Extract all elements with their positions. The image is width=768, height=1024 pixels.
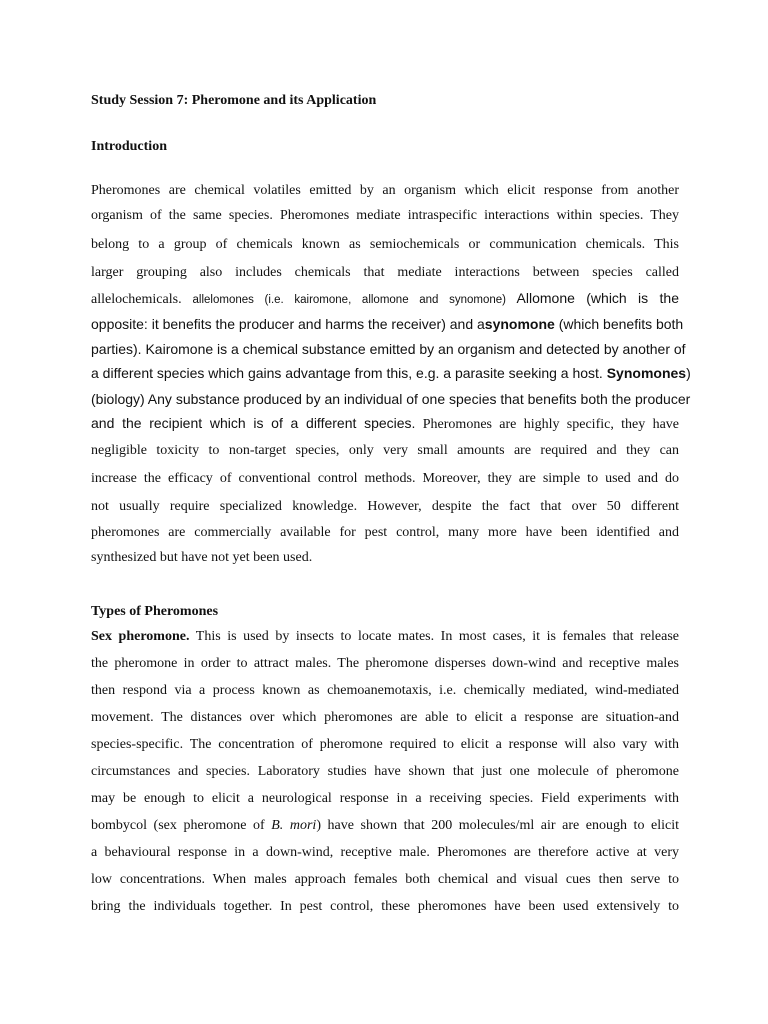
sex-line-11: bring the individuals together. In pest control, these pheromones have been used extensively to	[91, 899, 679, 914]
sex-line-7: may be enough to elicit a neurological response in a receiving species. Field experiments with	[91, 791, 679, 806]
intro-line-5	[91, 289, 679, 309]
intro-line-15: synthesized but have not yet been used.	[91, 550, 313, 565]
intro-line-8-a: a different species which gains advantage from this, e.g. a parasite seeking a host.	[91, 365, 607, 381]
intro-line-10-a: and the recipient which is of a different species.	[91, 415, 416, 431]
page-title: Study Session 7: Pheromone and its Application	[91, 93, 377, 108]
intro-line-6-c: (which benefits both	[554, 316, 684, 332]
sex-line-2: the pheromone in order to attract males. The pheromone disperses down-wind and receptive males	[91, 656, 679, 671]
intro-line-5-b: allelomones (i.e. kairomone, allomone and synomone)	[192, 294, 506, 306]
intro-line-10-b: Pheromones are highly specific, they have	[415, 417, 679, 432]
intro-line-1: Pheromones are chemical volatiles emitted by an organism which elicit response from another	[91, 183, 679, 198]
intro-line-11: negligible toxicity to non-target species, only very small amounts are required and they can	[91, 443, 679, 458]
intro-line-3: belong to a group of chemicals known as semiochemicals or communication chemicals. This	[91, 237, 679, 252]
sex-line-8-a: bombycol (sex pheromone of	[91, 818, 272, 833]
sex-line-3: then respond via a process known as chemoanemotaxis, i.e. chemically mediated, wind-mediated	[91, 683, 679, 698]
sex-pheromone-label: Sex pheromone.	[91, 629, 190, 644]
intro-line-10	[91, 414, 679, 434]
intro-line-8-c: )	[686, 365, 691, 381]
sex-line-10: low concentrations. When males approach females both chemical and visual cues then serve to	[91, 872, 679, 887]
introduction-heading: Introduction	[91, 139, 167, 154]
intro-line-6	[91, 315, 684, 333]
intro-line-12: increase the efficacy of conventional control methods. Moreover, they are simple to used and do	[91, 471, 679, 486]
sex-line-9: a behavioural response in a down-wind, receptive male. Pheromones are therefore active at very	[91, 845, 679, 860]
sex-line-8-b: ) have shown that 200 molecules/ml air are enough to elicit	[316, 818, 680, 833]
intro-line-14: pheromones are commercially available for pest control, many more have been identified and	[91, 525, 679, 540]
intro-line-13: not usually require specialized knowledge. However, despite the fact that over 50 different	[91, 499, 679, 514]
intro-line-8	[91, 364, 691, 382]
sex-line-8	[91, 817, 679, 835]
intro-line-5-a: allelochemicals.	[91, 292, 193, 307]
synomone-term: synomone	[484, 316, 555, 332]
intro-line-9: (biology) Any substance produced by an individual of one species that benefits both the producer	[91, 391, 691, 407]
sex-line-1-text: This is used by insects to locate mates. In most cases, it is females that release	[189, 629, 679, 644]
intro-line-5-c: Allomone (which is the	[505, 290, 679, 306]
intro-line-4: larger grouping also includes chemicals that mediate interactions between species called	[91, 265, 679, 280]
intro-line-6-a: opposite: it benefits the producer and harms the receiver) and a	[91, 316, 485, 332]
sex-line-5: species-specific. The concentration of pheromone required to elicit a response will also vary with	[91, 737, 679, 752]
types-heading: Types of Pheromones	[91, 604, 219, 619]
synomones-term: Synomones	[606, 365, 687, 381]
intro-line-7: parties). Kairomone is a chemical substance emitted by an organism and detected by another of	[91, 341, 686, 357]
sex-line-4: movement. The distances over which pheromones are able to elicit a response are situation-and	[91, 710, 679, 725]
sex-line-1	[91, 628, 679, 646]
species-name: B. mori	[271, 818, 317, 833]
sex-line-6: circumstances and species. Laboratory studies have shown that just one molecule of pheromone	[91, 764, 679, 779]
intro-line-2: organism of the same species. Pheromones mediate intraspecific interactions within species. They	[91, 208, 679, 223]
